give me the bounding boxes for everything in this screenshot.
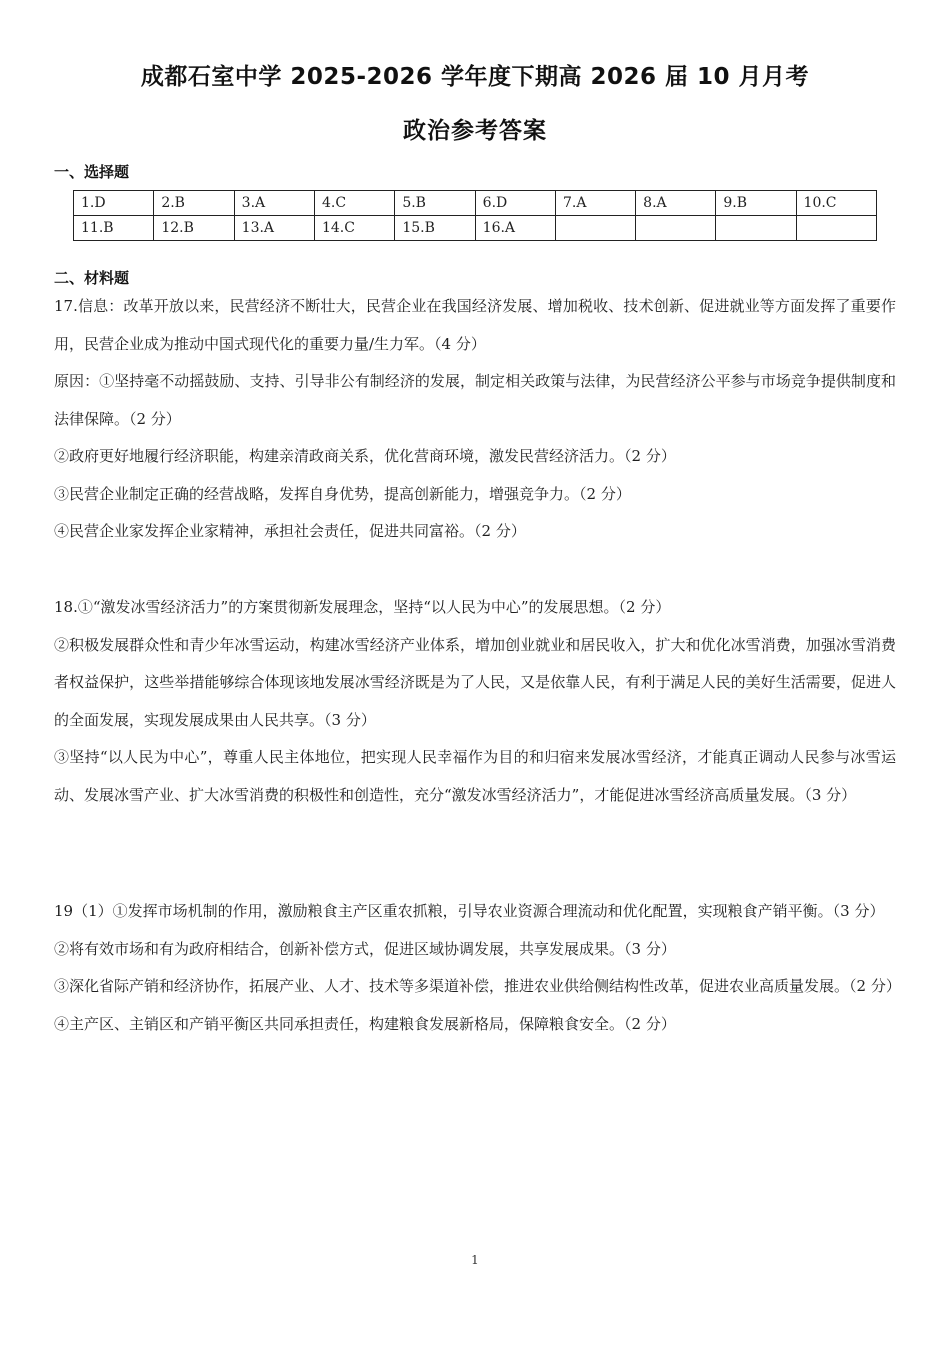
answer-cell: 4.C xyxy=(314,191,394,216)
answer-paragraph: 19（1）①发挥市场机制的作用，激励粮食主产区重农抓粮，引导农业资源合理流动和优化配置，实现粮食产销平衡。（3 分） xyxy=(54,902,885,920)
answer-cell: 9.B xyxy=(716,191,796,216)
answer-cell: 15.B xyxy=(395,216,475,241)
answer-cell: 8.A xyxy=(636,191,716,216)
answer-cell: 5.B xyxy=(395,191,475,216)
answer-paragraph: 原因：①坚持毫不动摇鼓励、支持、引导非公有制经济的发展，制定相关政策与法律，为民营经济公平参与市场竞争提供制度和法律保障。（2 分） xyxy=(54,372,896,428)
answer-cell: 14.C xyxy=(314,216,394,241)
answer-paragraph: ②积极发展群众性和青少年冰雪运动，构建冰雪经济产业体系，增加创业就业和居民收入，扩大和优化冰雪消费，加强冰雪消费者权益保护，这些举措能够综合体现该地发展冰雪经济既是为了人民，又是依靠人民，有利于满足人民的美好生活需要，促进人的全面发展，实现发展成果由人民共享。（3 分） xyxy=(54,635,896,729)
answer-cell: 16.A xyxy=(475,216,555,241)
table-row xyxy=(74,191,877,216)
answer-paragraph: 18.①“激发冰雪经济活力”的方案贯彻新发展理念，坚持“以人民为中心”的发展思想。（2 分） xyxy=(54,598,671,616)
answer-paragraph: ④民营企业家发挥企业家精神，承担社会责任，促进共同富裕。（2 分） xyxy=(54,522,526,540)
section-multiple-choice-heading: 一、选择题 xyxy=(54,163,130,181)
answer-paragraph: ③深化省际产销和经济协作，拓展产业、人才、技术等多渠道补偿，推进农业供给侧结构性改革，促进农业高质量发展。（2 分） xyxy=(54,977,901,995)
answer-paragraph: ③坚持“以人民为中心”，尊重人民主体地位，把实现人民幸福作为目的和归宿来发展冰雪经济，才能真正调动人民参与冰雪运动、发展冰雪产业、扩大冰雪消费的积极性和创造性，充分“激发冰雪经济活力”，才能促进冰雪经济高质量发展。（3 分） xyxy=(54,748,896,804)
answer-paragraph: 17.信息：改革开放以来，民营经济不断壮大，民营企业在我国经济发展、增加税收、技术创新、促进就业等方面发挥了重要作用，民营企业成为推动中国式现代化的重要力量/生力军。（4 分） xyxy=(54,297,896,353)
answer-paragraph: ②将有效市场和有为政府相结合，创新补偿方式，促进区域协调发展，共享发展成果。（3 分） xyxy=(54,939,676,958)
answer-paragraph: ③民营企业制定正确的经营战略，发挥自身优势，提高创新能力，增强竞争力。（2 分） xyxy=(54,484,631,503)
exam-subtitle: 政治参考答案 xyxy=(403,118,547,144)
answer-cell: 6.D xyxy=(475,191,555,216)
answer-cell xyxy=(555,216,635,241)
answer-cell xyxy=(796,216,876,241)
answer-cell: 12.B xyxy=(154,216,234,241)
table-row xyxy=(74,216,877,241)
answer-cell: 10.C xyxy=(796,191,876,216)
section-material-heading: 二、材料题 xyxy=(54,269,130,287)
answer-cell: 11.B xyxy=(74,216,154,241)
exam-title: 成都石室中学 2025-2026 学年度下期高 2026 届 10 月月考 xyxy=(140,64,810,90)
answer-cell: 3.A xyxy=(234,191,314,216)
page-number: 1 xyxy=(471,1253,479,1267)
answer-paragraph: ②政府更好地履行经济职能，构建亲清政商关系，优化营商环境，激发民营经济活力。（2 分） xyxy=(54,447,676,465)
answer-cell: 7.A xyxy=(555,191,635,216)
answer-key-table xyxy=(73,190,877,241)
question-17-answer xyxy=(54,288,896,551)
answer-cell: 13.A xyxy=(234,216,314,241)
question-19-answer xyxy=(54,893,901,1043)
question-18-answer xyxy=(54,589,896,814)
answer-cell: 2.B xyxy=(154,191,234,216)
answer-paragraph: ④主产区、主销区和产销平衡区共同承担责任，构建粮食发展新格局，保障粮食安全。（2 分） xyxy=(54,1014,676,1033)
answer-cell xyxy=(716,216,796,241)
answer-cell xyxy=(636,216,716,241)
answer-cell: 1.D xyxy=(74,191,154,216)
